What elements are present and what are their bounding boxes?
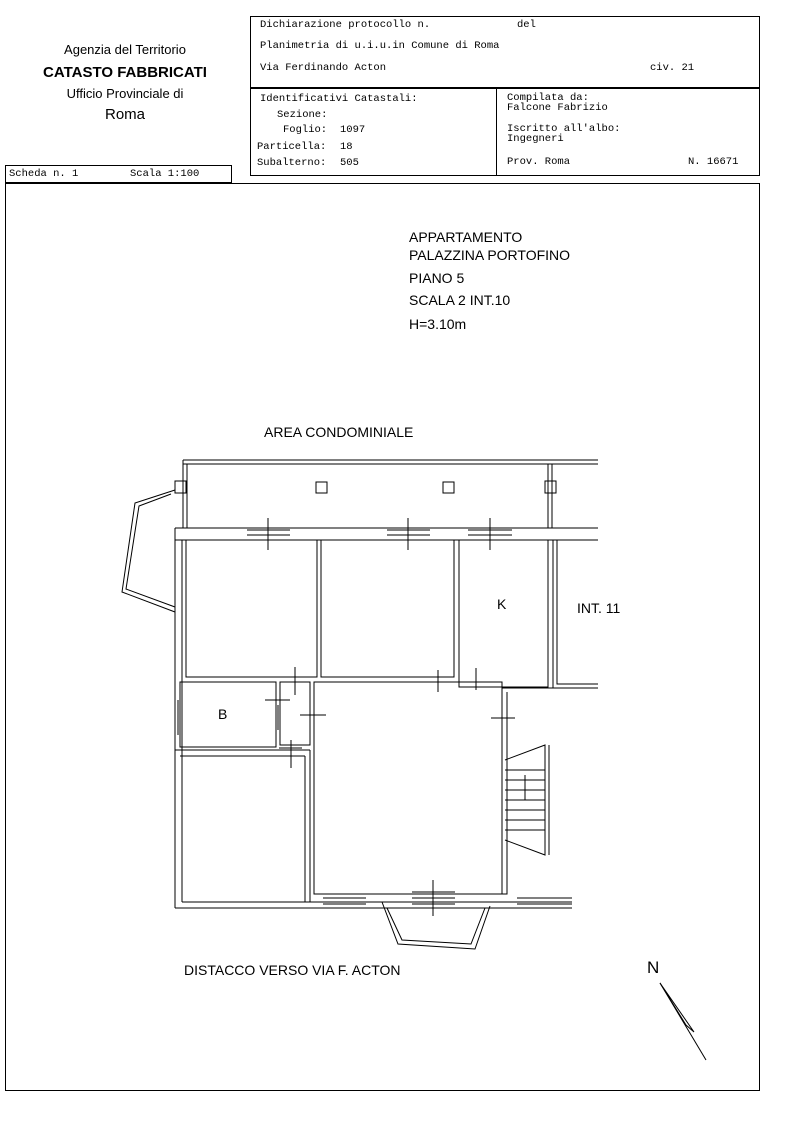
agency-name: Agenzia del Territorio bbox=[64, 42, 186, 57]
column bbox=[175, 481, 186, 493]
registration-number: N. 16671 bbox=[688, 156, 739, 168]
particella-value: 18 bbox=[340, 141, 353, 153]
room-1 bbox=[186, 540, 317, 677]
window-mark bbox=[517, 898, 572, 904]
room-b bbox=[180, 682, 276, 747]
int11-wall bbox=[553, 540, 598, 688]
plan-title-2: PALAZZINA PORTOFINO bbox=[409, 247, 571, 263]
room-k-label: K bbox=[497, 596, 507, 612]
column bbox=[545, 481, 556, 493]
room-b-label: B bbox=[218, 706, 228, 722]
office-city: Roma bbox=[104, 106, 145, 123]
area-condominiale-label: AREA CONDOMINIALE bbox=[264, 424, 414, 440]
iscritto-value: Ingegneri bbox=[507, 133, 564, 145]
plan-title-4: SCALA 2 INT.10 bbox=[409, 292, 511, 308]
sezione-label: Sezione: bbox=[277, 109, 328, 121]
outer-wall-bottom bbox=[175, 902, 572, 908]
north-arrow bbox=[660, 983, 706, 1060]
room-k bbox=[459, 540, 548, 687]
foglio-label: Foglio: bbox=[283, 124, 328, 136]
middle-wall bbox=[175, 750, 310, 902]
compilata-label: Compilata da: bbox=[507, 92, 589, 104]
subalterno-label: Subalterno: bbox=[257, 157, 327, 169]
window-mark bbox=[323, 898, 366, 908]
scale-label: Scala 1:100 bbox=[130, 168, 200, 180]
scheda-label: Scheda n. 1 bbox=[9, 168, 79, 180]
address: Via Ferdinando Acton bbox=[260, 62, 387, 74]
outer-wall bbox=[175, 528, 598, 540]
civic-number: civ. 21 bbox=[650, 62, 695, 74]
window-mark bbox=[247, 518, 290, 550]
bottom-bay bbox=[382, 902, 490, 949]
column bbox=[443, 482, 454, 493]
neighbor-unit-label: INT. 11 bbox=[577, 600, 621, 616]
protocol-label: Dichiarazione protocollo n. bbox=[260, 19, 431, 31]
subalterno-value: 505 bbox=[340, 157, 359, 169]
room-2 bbox=[321, 540, 454, 677]
plan-title-5: H=3.10m bbox=[409, 316, 467, 332]
iscritto-label: Iscritto all'albo: bbox=[507, 123, 621, 135]
compilata-value: Falcone Fabrizio bbox=[507, 102, 608, 114]
plan-title-3: PIANO 5 bbox=[409, 270, 465, 286]
distacco-label: DISTACCO VERSO VIA F. ACTON bbox=[184, 962, 401, 978]
protocol-del: del bbox=[517, 19, 536, 31]
window-mark bbox=[412, 880, 455, 916]
north-label: N bbox=[647, 958, 660, 977]
province-label: Prov. Roma bbox=[507, 156, 571, 168]
particella-label: Particella: bbox=[257, 141, 327, 153]
identificativi-label: Identificativi Catastali: bbox=[260, 93, 418, 105]
living-room bbox=[314, 682, 502, 894]
planimetria-label: Planimetria di u.i.u.in Comune di Roma bbox=[260, 40, 500, 52]
plan-title-1: APPARTAMENTO bbox=[409, 229, 523, 245]
window-mark bbox=[387, 518, 430, 550]
window-mark bbox=[468, 518, 512, 550]
catasto-title: CATASTO FABBRICATI bbox=[43, 64, 207, 81]
foglio-value: 1097 bbox=[340, 124, 366, 136]
office-label: Ufficio Provinciale di bbox=[66, 86, 184, 101]
bay-window bbox=[122, 490, 175, 612]
terrace-outline bbox=[183, 460, 598, 528]
stairs bbox=[505, 745, 549, 855]
column bbox=[316, 482, 327, 493]
